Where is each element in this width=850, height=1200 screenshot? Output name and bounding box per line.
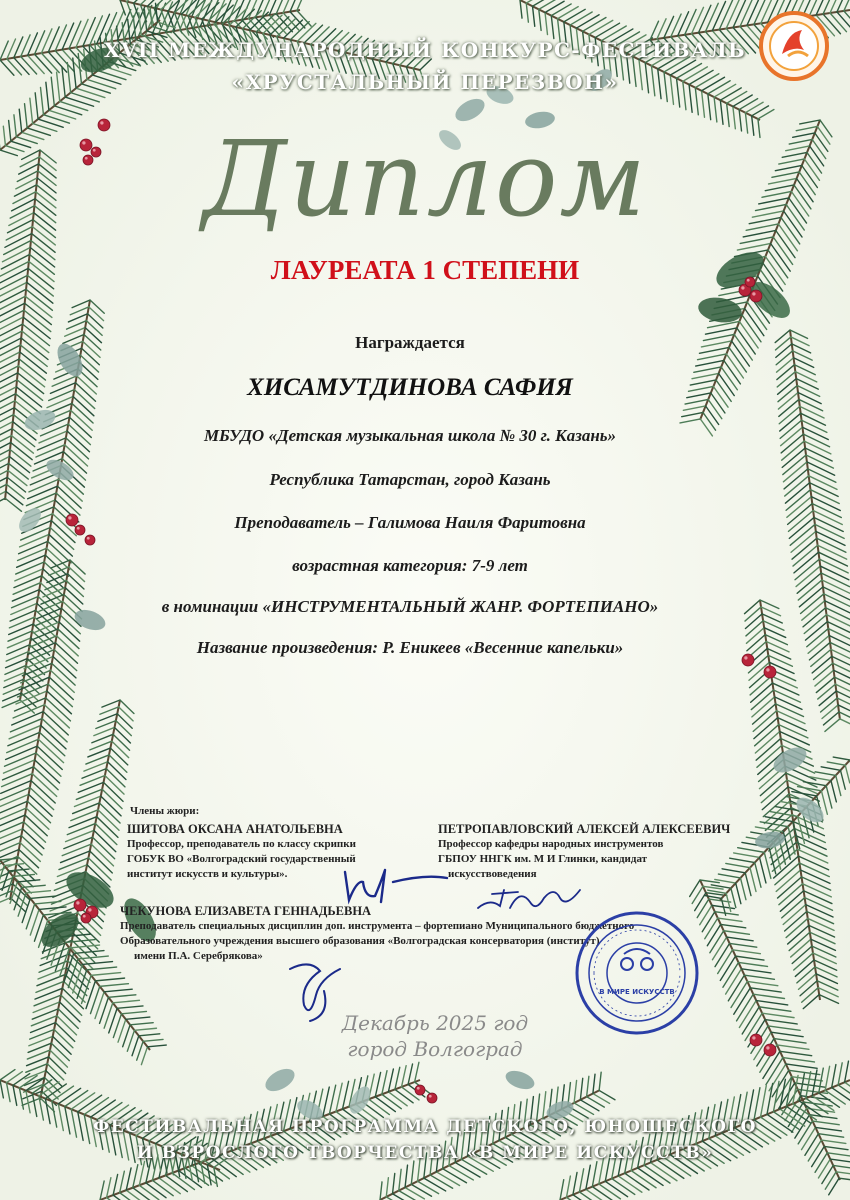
jury-label: Члены жюри: — [130, 805, 200, 817]
festival-title-line2: «ХРУСТАЛЬНЫЙ ПЕРЕЗВОН» — [231, 70, 619, 94]
footer-line1: ФЕСТИВАЛЬНАЯ ПРОГРАММА ДЕТСКОГО, ЮНОШЕСКОГО — [93, 1117, 757, 1137]
date-city: город Волгоград — [347, 1037, 523, 1061]
jury-member-1-line3: институт искусств и культуры». — [127, 868, 288, 880]
work-title-line: Название произведения: Р. Еникеев «Весенние капельки» — [196, 638, 624, 657]
jury-member-1-line1: Профессор, преподаватель по классу скрипки — [127, 838, 356, 850]
nomination-line: в номинации «ИНСТРУМЕНТАЛЬНЫЙ ЖАНР. ФОРТЕПИАНО» — [161, 597, 659, 616]
jury-member-1 — [127, 822, 356, 882]
awarded-label: Награждается — [355, 333, 465, 352]
jury-member-2-line2: ГБПОУ ННГК им. М И Глинки, кандидат — [438, 853, 648, 865]
signature-shitova — [335, 852, 455, 912]
region-line: Республика Татарстан, город Казань — [269, 470, 551, 489]
diploma-title: Диплом — [202, 118, 648, 240]
festival-title-line1: XVII МЕЖДУНАРОДНЫЙ КОНКУРС-ФЕСТИВАЛЬ — [103, 38, 747, 62]
age-category-line: возрастная категория: 7-9 лет — [292, 556, 528, 575]
jury-member-3-name: ЧЕКУНОВА ЕЛИЗАВЕТА ГЕННАДЬЕВНА — [120, 904, 372, 918]
footer-line2: И ВЗРОСЛОГО ТВОРЧЕСТВА «В МИРЕ ИСКУССТВ» — [136, 1143, 714, 1163]
degree-heading: ЛАУРЕАТА 1 СТЕПЕНИ — [270, 255, 580, 285]
jury-member-2-name: ПЕТРОПАВЛОВСКИЙ АЛЕКСЕЙ АЛЕКСЕЕВИЧ — [438, 822, 731, 836]
jury-member-3-line1: Преподаватель специальных дисциплин доп. инструмента – фортепиано Муниципального бюджетного — [120, 920, 635, 932]
jury-member-3-line2: Образовательного учреждения высшего образования «Волгоградская консерватория (институт) — [120, 935, 600, 947]
recipient-name: ХИСАМУТДИНОВА САФИЯ — [247, 374, 573, 401]
school-line: МБУДО «Детская музыкальная школа № 30 г. Казань» — [203, 426, 617, 445]
jury-member-3-line3: имени П.А. Серебрякова» — [134, 950, 263, 962]
seal-text: В МИРЕ ИСКУССТВ — [599, 988, 675, 996]
jury-member-2-line1: Профессор кафедры народных инструментов — [438, 838, 664, 850]
official-seal — [572, 908, 702, 1038]
jury-member-1-name: ШИТОВА ОКСАНА АНАТОЛЬЕВНА — [127, 822, 343, 836]
date-month-year: Декабрь 2025 год — [341, 1011, 529, 1035]
teacher-line: Преподаватель – Галимова Наиля Фаритовна — [234, 513, 586, 532]
jury-member-1-line2: ГОБУК ВО «Волгоградский государственный — [127, 853, 356, 865]
jury-member-2-line3: искусствоведения — [448, 868, 537, 880]
